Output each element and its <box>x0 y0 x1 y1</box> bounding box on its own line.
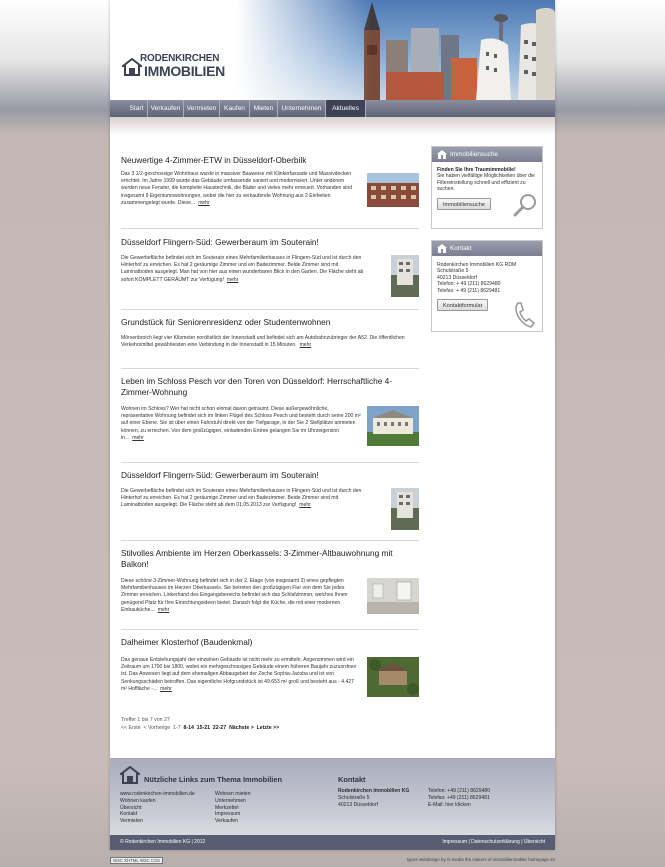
footer-legal-links[interactable]: Impressum | Datenschutzerklärung | Übersicht <box>442 839 545 845</box>
article-thumbnail[interactable] <box>367 406 419 446</box>
contact-city: 40213 Düsseldorf <box>437 274 477 281</box>
more-link[interactable]: mehr <box>132 434 144 441</box>
footer-links-col2 <box>215 791 251 825</box>
nav-item-verkaufen[interactable]: Verkaufen <box>148 100 184 117</box>
article-excerpt: Diese schöne 3-Zimmer-Wohnung befindet sich in der 2. Etage (von insgesamt 3) eines gepflegten Mehrfamilienhauses im Herzen Oberkassels. Sie betreten den großzügigen Flur von dem Sie jedes Zimmer erreichen. Linkerhand des Eingangsbereichs befindet sich das Schlafzimmer, welches Ihnen genügend Platz für Ihre Einrichtungsideen bietet. Danach folgt die Küche, die mit einer modernen Einbauküche... mehr <box>121 578 348 613</box>
footer-city: 40213 Düsseldorf <box>338 801 378 808</box>
header-skyline-image <box>236 0 555 100</box>
footer-link[interactable]: Kontakt <box>120 811 138 818</box>
more-link[interactable]: mehr <box>299 502 311 509</box>
nav-item-start[interactable]: Start <box>126 100 148 117</box>
article-title[interactable]: Grundstück für Seniorenresidenz oder Studentenwohnen <box>121 317 331 327</box>
article-item <box>121 237 419 283</box>
article-thumbnail[interactable] <box>391 488 419 530</box>
magnifier-icon <box>512 192 538 218</box>
logo-text-line2: IMMOBILIEN <box>144 63 225 79</box>
more-link[interactable]: mehr <box>160 685 172 692</box>
article-title[interactable]: Düsseldorf Flingern-Süd: Gewerberaum im Souterain! <box>121 237 319 247</box>
article-thumbnail[interactable] <box>367 578 419 614</box>
search-box-header <box>432 147 542 162</box>
footer-contact-title: Kontakt <box>338 775 366 784</box>
article-excerpt: Wohnen im Schloss? Wer hat nicht schon einmal davon geträumt. Diese außergewöhnliche, repräsentative Wohnung befindet sich im linken Flügel des Schloss Pesch und besteht durch seine 200 m² auf einer Ebene. Sie ist über einen Fahrstuhl direkt von der Tiefgarage, in der Sie 2 Stellplätze anmieten können, zu erreichen. Von dem großzügigen, einladenden Entree gelangen Sie im Uhrzeigersinn in... mehr <box>121 406 361 441</box>
footer-link[interactable]: Übersicht <box>120 804 142 811</box>
article-thumbnail[interactable] <box>391 255 419 297</box>
copyright-text: © Rodenkirchen Immobilien KG | 2012 <box>120 839 206 845</box>
article-item <box>121 155 419 206</box>
pager-prev-link[interactable]: < Vorherige <box>143 725 171 731</box>
page-container <box>110 0 555 850</box>
contact-box-header <box>432 241 542 256</box>
search-box-title: Immobiliensuche <box>450 151 498 158</box>
more-link[interactable]: mehr <box>198 199 210 206</box>
article-title[interactable]: Dalheimer Klosterhof (Baudenkmal) <box>121 637 253 647</box>
footer-link[interactable]: www.rodenkirchen-immobilien.de <box>120 791 195 797</box>
pager-last-link[interactable]: Letzte >> <box>256 725 280 731</box>
nav-item-unternehmen[interactable]: Unternehmen <box>278 100 326 117</box>
search-box-headline: Finden Sie Ihre Traumimmobilie! <box>437 167 516 173</box>
footer-link[interactable]: Unternehmen <box>215 797 246 804</box>
nav-item-kaufen[interactable]: Kaufen <box>220 100 250 117</box>
pager-page-link[interactable]: 15-21 <box>196 725 211 731</box>
footer-links-title: Nützliche Links zum Thema Immobilien <box>144 775 282 784</box>
credits-strip <box>0 852 665 867</box>
article-title[interactable]: Stilvolles Ambiente im Herzen Oberkassels: 3-Zimmer-Altbauwohnung mit Balkon! <box>121 548 393 569</box>
logo-text-line1: RODENKIRCHEN <box>140 53 220 64</box>
article-item <box>121 376 419 441</box>
pager-page-link[interactable]: 8-14 <box>183 725 194 731</box>
footer-email-link[interactable]: E-Mail: hier klicken <box>428 801 471 808</box>
more-link[interactable]: mehr <box>226 276 239 283</box>
contact-box-title: Kontakt <box>450 245 472 252</box>
contact-phone: Telefon: + 49 (211) 8629480 <box>437 281 501 288</box>
article-separator <box>121 368 419 369</box>
article-item <box>121 548 419 613</box>
property-search-button[interactable]: Immobiliensuche <box>437 198 491 210</box>
footer-contact-phone <box>428 788 490 808</box>
article-title[interactable]: Düsseldorf Flingern-Süd: Gewerberaum im Souterain! <box>121 470 319 480</box>
article-excerpt: Das 3 1/2-geschossige Wohnhaus wurde in massiver Bauweise mit Klinkerfassade und Massivdecken errichtet. Im Jahre 1999 wurde das Gebäude umfassende saniert und modernisiert. Unter anderem wurden neue Fenster, die komplette Haustechnik, die Bäder und vieles mehr erneuert. Vorhanden sind insgesamt 9 Eigentumswohnungen, wobei die hier zu verkaufende Wohnung aus 2 Einheiten zusammengelegt wurde. Diese... mehr <box>121 171 353 206</box>
contact-box <box>431 240 543 332</box>
article-excerpt: Mörsenbroich liegt vier Kilometer nordöstlich der Innenstadt und befindet sich am Autobahnzubringer der A52. Die öffentlichen Verkehrsmittel gewährleisten eine Verbindung in die Innenstadt in 15 Minuten. mehr <box>121 335 405 349</box>
more-link[interactable]: mehr <box>157 606 170 613</box>
webdesign-credit[interactable]: typo3 webdesign by G-media the makers of immobilienmakler homepage 24 <box>406 857 555 862</box>
footer-link[interactable]: Wohnen kaufen <box>120 797 156 804</box>
site-header <box>110 0 555 100</box>
company-logo[interactable] <box>122 52 234 80</box>
pager-first-link[interactable]: << Erste <box>121 725 141 731</box>
footer-link[interactable]: Merkzettel <box>215 804 239 811</box>
nav-subbar <box>110 117 555 135</box>
footer-link[interactable]: Impressum <box>215 811 241 818</box>
telephone-icon <box>512 300 538 330</box>
pager-page-link[interactable]: 22-27 <box>212 725 227 731</box>
footer-street: Schulstraße 5 <box>338 794 370 801</box>
article-item <box>121 470 419 509</box>
article-title[interactable]: Neuwertige 4-Zimmer-ETW in Düsseldorf-Oberbilk <box>121 155 307 165</box>
article-title[interactable]: Leben im Schloss Pesch vor den Toren von Düsseldorf: Herrschaftliche 4-Zimmer-Wohnung <box>121 376 393 397</box>
article-separator <box>121 228 419 229</box>
footer-link[interactable]: Vermieten <box>120 818 143 825</box>
footer-fax: Telefax: +49 (211) 8629481 <box>428 794 490 801</box>
nav-item-aktuelles[interactable]: Aktuelles <box>326 100 366 117</box>
pagination <box>121 725 279 731</box>
article-excerpt: Die Gewerbefläche befindet sich im Souterain eines Mehrfamilienhauses in Flingern-Süd und ist durch den Hinterhof zu erreichen. Es hat 2 geräumige Zimmer und ein Badezimmer. Beide Zimmer sind mit Laminatboden ausgelegt. Die Fläche steht ab dem 01.05.2013 zur Verfügung! mehr <box>121 488 362 509</box>
footer-phone: Telefon: +49 (211) 8629480 <box>428 788 491 794</box>
article-excerpt: Das genaue Entstehungsjahr der einzelnen Gebäude ist nicht mehr zu ermitteln. Angenommen wird ein Zeitraum um 1700 bis 1800, wobei ein mehrgeschossiges Gebäude einem früheren Baujahr zuzuordnen ist. Das Anwesen liegt auf dem ehemaligen Abbaugebiet der Zeche Sophia-Jacoba und ist von Senkungsschäden betroffen. Das eigentliche Hofgrundstück ist 49.653 m² groß und besteht aus - 4.427 m² Hoffläche -... mehr <box>121 657 357 692</box>
contact-form-button[interactable]: Kontaktformular <box>437 299 488 311</box>
nav-item-mieten[interactable]: Mieten <box>250 100 278 117</box>
house-icon <box>437 244 447 253</box>
search-box-text: Sie haben vielfältige Möglichkeiten über die Filtereinstellung schnell und effizient zu suchen. <box>437 173 535 193</box>
search-box <box>431 146 543 229</box>
w3c-badges[interactable]: W3C XHTML W3C CSS <box>110 857 163 864</box>
article-separator <box>121 462 419 463</box>
footer-bottom-bar <box>110 835 555 850</box>
article-separator <box>121 540 419 541</box>
article-excerpt: Die Gewerbefläche befindet sich im Souterain eines Mehrfamilienhauses in Flingern-Süd und ist durch den Hinterhof zu erreichen. Es hat 2 geräumige Zimmer und ein Badezimmer. Beide Zimmer sind mit Laminatboden ausgelegt. Man hat von hier aus einen wunderbaren Blick in den Garten. Die Fläche steht ab sofort KOMPLETT GERÄUMT zur Verfügung! mehr <box>121 255 364 283</box>
footer-links-col1 <box>120 791 195 825</box>
pager-page-current: 1-7 <box>173 725 181 731</box>
house-logo-icon <box>122 58 142 76</box>
article-thumbnail[interactable] <box>367 657 419 697</box>
contact-fax: Telefax: + 49 (211) 8629481 <box>437 287 501 294</box>
footer-link[interactable]: Verkaufen <box>215 818 238 825</box>
house-footer-icon <box>120 766 140 784</box>
footer-link[interactable]: Wohnen mieten <box>215 791 251 797</box>
more-link[interactable]: mehr <box>299 342 312 349</box>
pager-next-link[interactable]: Nächste > <box>229 725 254 731</box>
pagination-summary: Treffer 1 bis 7 von 27 <box>121 717 170 723</box>
house-icon <box>437 150 447 159</box>
contact-street: Schulstraße 5 <box>437 268 469 275</box>
article-separator <box>121 309 419 310</box>
footer-contact-address <box>338 788 409 808</box>
contact-company: Rodenkirchen Immobilien KG RDM <box>437 262 517 268</box>
article-item <box>121 317 419 349</box>
article-item <box>121 637 419 692</box>
footer-company: Rodenkirchen Immobilien KG <box>338 788 410 794</box>
article-thumbnail[interactable] <box>367 173 419 207</box>
article-separator <box>121 629 419 630</box>
main-navigation <box>110 100 555 117</box>
nav-item-vermieten[interactable]: Vermieten <box>184 100 220 117</box>
